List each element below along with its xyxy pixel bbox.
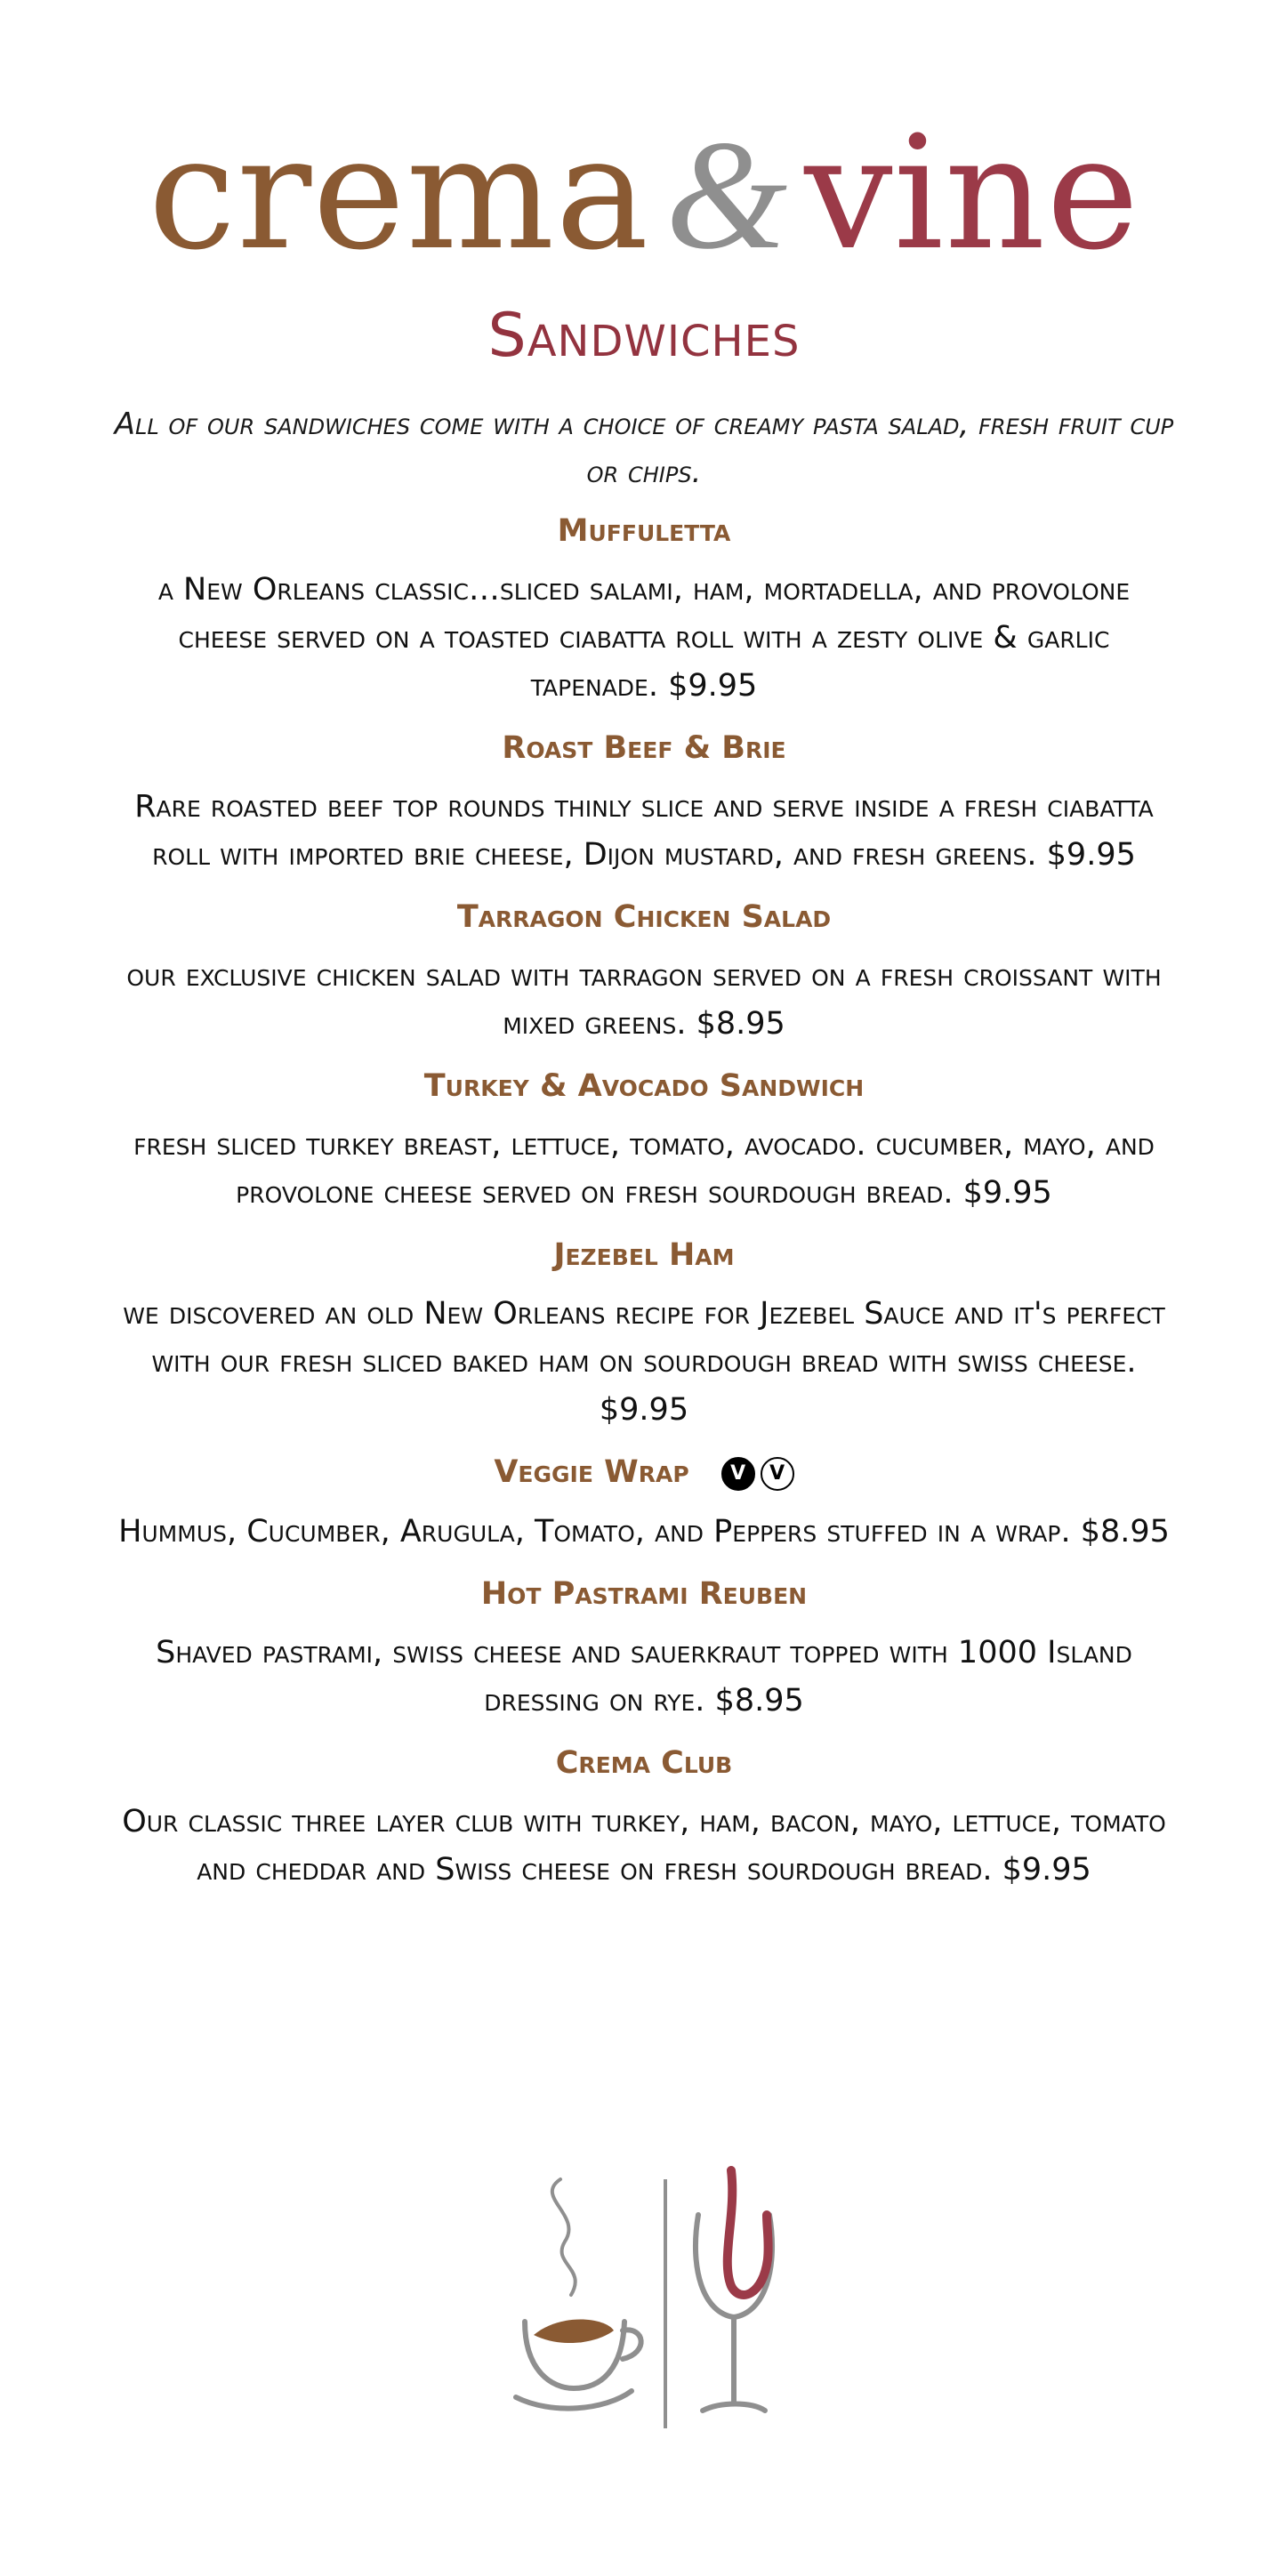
menu-item-description bbox=[110, 1798, 1178, 1894]
menu-intro: All of our sandwiches come with a choice of creamy pasta salad, fresh fruit cup or chips. bbox=[114, 407, 1174, 490]
menu-item-price: $8.95 bbox=[696, 1006, 785, 1042]
menu-item-description-text: Shaved pastrami, swiss cheese and sauerkraut topped with 1000 Island dressing on rye. bbox=[156, 1635, 1132, 1719]
menu-item bbox=[110, 1741, 1178, 1894]
menu-item-price: $8.95 bbox=[714, 1683, 804, 1719]
menu-item-description-text: Hummus, Cucumber, Arugula, Tomato, and Peppers stuffed in a wrap. bbox=[118, 1514, 1071, 1550]
menu-item-name-row bbox=[110, 1450, 1178, 1495]
coffee-cup-icon bbox=[516, 2320, 641, 2409]
menu-item-name: Veggie Wrap bbox=[494, 1454, 689, 1490]
menu-item-price: $9.95 bbox=[1046, 837, 1136, 873]
menu-item-name: Turkey & Avocado Sandwich bbox=[423, 1068, 865, 1104]
menu-item bbox=[110, 1572, 1178, 1725]
menu-item-description bbox=[110, 783, 1178, 879]
menu-item-description bbox=[110, 566, 1178, 710]
menu-item-description bbox=[110, 1121, 1178, 1217]
logo-word-vine: vine bbox=[804, 102, 1140, 285]
menu-item-price: $9.95 bbox=[962, 1175, 1052, 1211]
vegan-vegetarian-badges bbox=[716, 1451, 794, 1495]
menu-item-price: $9.95 bbox=[599, 1392, 689, 1428]
menu-item-description-text: fresh sliced turkey breast, lettuce, tomato, avocado. cucumber, mayo, and provolone cheese served on fresh sourdough bread. bbox=[133, 1127, 1155, 1211]
menu-item-description-text: our exclusive chicken salad with tarragon served on a fresh croissant with mixed greens. bbox=[126, 958, 1162, 1042]
menu-item-price: $9.95 bbox=[668, 668, 758, 704]
coffee-steam-icon bbox=[552, 2179, 576, 2295]
menu-item-name: Crema Club bbox=[555, 1745, 733, 1781]
menu-item bbox=[110, 895, 1178, 1048]
brand-logo bbox=[0, 102, 1288, 285]
logo-word-crema: crema bbox=[148, 102, 650, 285]
menu-item-name: Muffuletta bbox=[557, 513, 731, 549]
menu-item-description-text: a New Orleans classic…sliced salami, ham, mortadella, and provolone cheese served on a toasted ciabatta roll with a zesty olive & garlic tapenade. bbox=[157, 572, 1131, 704]
menu-item bbox=[110, 1064, 1178, 1217]
menu-item-description bbox=[110, 1290, 1178, 1434]
menu-item bbox=[110, 509, 1178, 710]
section-title: Sandwiches bbox=[487, 301, 801, 371]
vegetarian-badge-icon: V bbox=[761, 1457, 794, 1491]
menu-item-description-text: we discovered an old New Orleans recipe for Jezebel Sauce and it's perfect with our fresh sliced baked ham on sourdough bread with swiss cheese. bbox=[123, 1296, 1165, 1380]
footer-logo bbox=[498, 2161, 801, 2446]
menu-list bbox=[110, 509, 1178, 1910]
menu-item-description bbox=[110, 1629, 1178, 1725]
logo-ampersand: & bbox=[665, 109, 789, 282]
menu-item bbox=[110, 1233, 1178, 1434]
menu-item bbox=[110, 1450, 1178, 1556]
menu-item-price: $9.95 bbox=[1002, 1852, 1091, 1888]
menu-item-name: Roast Beef & Brie bbox=[502, 730, 786, 766]
menu-item-name: Jezebel Ham bbox=[553, 1237, 735, 1273]
menu-item-description-text: Our classic three layer club with turkey, ham, bacon, mayo, lettuce, tomato and cheddar and Swiss cheese on fresh sourdough bread. bbox=[122, 1804, 1166, 1888]
menu-item-name: Tarragon Chicken Salad bbox=[456, 899, 832, 935]
vegan-badge-icon: V bbox=[721, 1457, 755, 1491]
wine-glass-icon bbox=[696, 2170, 772, 2411]
menu-item-name: Hot Pastrami Reuben bbox=[480, 1576, 808, 1612]
menu-item-price: $8.95 bbox=[1080, 1514, 1170, 1550]
menu-item-description bbox=[110, 952, 1178, 1048]
menu-item-description bbox=[110, 1508, 1178, 1556]
menu-item-description-text: Rare roasted beef top rounds thinly slice and serve inside a fresh ciabatta roll with imported brie cheese, Dijon mustard, and fresh greens. bbox=[134, 789, 1154, 873]
menu-item bbox=[110, 726, 1178, 879]
